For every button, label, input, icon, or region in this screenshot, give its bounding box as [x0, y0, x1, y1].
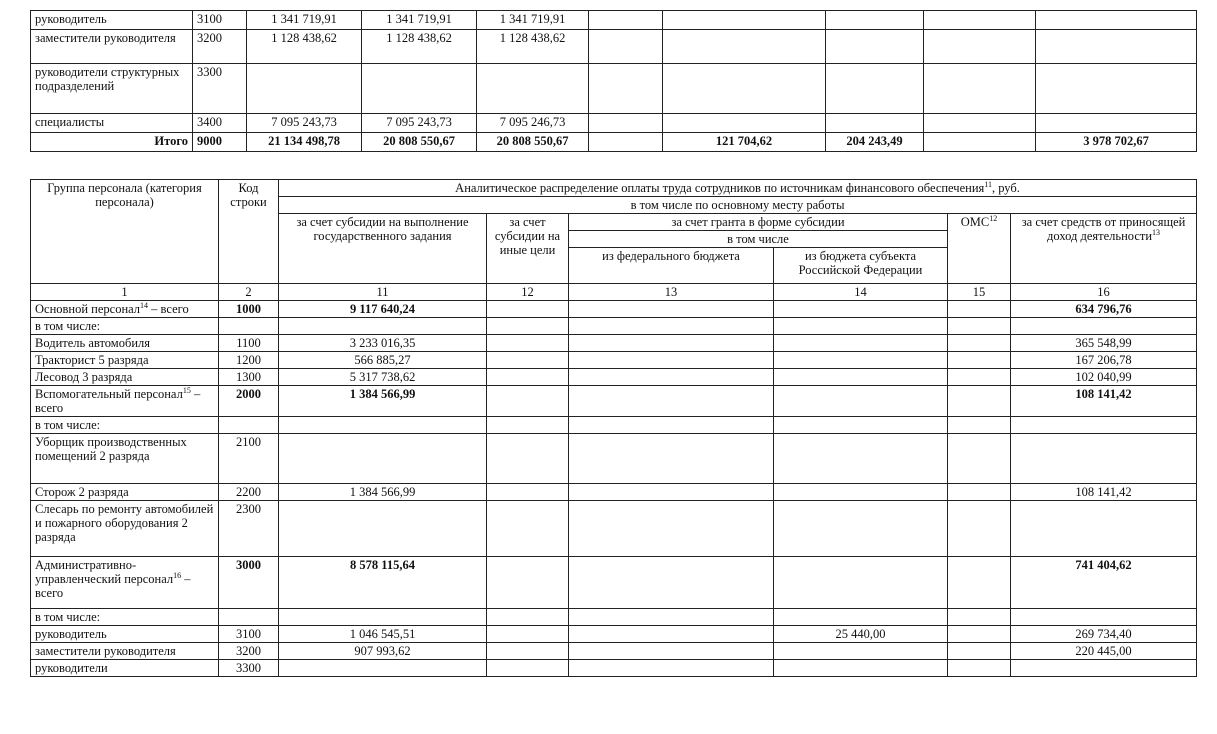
value-cell — [569, 417, 774, 434]
value-cell — [569, 434, 774, 484]
footnote-ref: 15 — [182, 385, 191, 395]
row-name-text: руководители — [35, 661, 108, 675]
value-cell: 7 095 246,73 — [477, 114, 589, 133]
row-code: 1300 — [219, 369, 279, 386]
table-row — [31, 386, 1197, 417]
value-cell — [924, 64, 1036, 114]
value-cell — [774, 318, 948, 335]
value-cell — [774, 484, 948, 501]
total-value: 20 808 550,67 — [362, 133, 477, 152]
value-cell — [477, 64, 589, 114]
value-cell — [569, 301, 774, 318]
value-cell — [774, 417, 948, 434]
value-cell — [948, 643, 1011, 660]
row-code: 2200 — [219, 484, 279, 501]
value-cell — [279, 660, 487, 677]
header-analytic-text: Аналитическое распределение оплаты труда сотрудников по источникам финансового обеспечения — [455, 181, 985, 195]
value-cell: 634 796,76 — [1011, 301, 1197, 318]
value-cell — [948, 660, 1011, 677]
value-cell — [774, 660, 948, 677]
value-cell: 1 341 719,91 — [362, 11, 477, 30]
value-cell — [487, 335, 569, 352]
value-cell: 102 040,99 — [1011, 369, 1197, 386]
value-cell: 108 141,42 — [1011, 484, 1197, 501]
value-cell: 108 141,42 — [1011, 386, 1197, 417]
total-value: 3 978 702,67 — [1036, 133, 1197, 152]
row-name — [31, 626, 219, 643]
row-code: 3300 — [219, 660, 279, 677]
header-main-place: в том числе по основному месту работы — [279, 197, 1197, 214]
value-cell — [279, 417, 487, 434]
value-cell — [569, 609, 774, 626]
row-code — [219, 318, 279, 335]
row-code: 2100 — [219, 434, 279, 484]
row-name-text: руководитель — [35, 627, 107, 641]
total-row — [31, 133, 1197, 152]
value-cell — [487, 386, 569, 417]
value-cell — [487, 557, 569, 609]
value-cell: 8 578 115,64 — [279, 557, 487, 609]
col-number: 11 — [279, 284, 487, 301]
row-code: 3200 — [193, 30, 247, 64]
value-cell — [569, 557, 774, 609]
value-cell — [279, 434, 487, 484]
header-col-13: из федерального бюджета — [569, 248, 774, 284]
value-cell — [1011, 501, 1197, 557]
value-cell: 1 384 566,99 — [279, 386, 487, 417]
row-name-text: Водитель автомобиля — [35, 336, 150, 350]
table-row — [31, 114, 1197, 133]
value-cell — [487, 501, 569, 557]
value-cell — [948, 335, 1011, 352]
top-continuation-table — [30, 10, 1197, 152]
table-row — [31, 301, 1197, 318]
value-cell — [487, 434, 569, 484]
value-cell — [487, 626, 569, 643]
header-analytic-unit: , руб. — [991, 181, 1020, 195]
table-row — [31, 369, 1197, 386]
value-cell: 3 233 016,35 — [279, 335, 487, 352]
col-number: 12 — [487, 284, 569, 301]
row-name — [31, 386, 219, 417]
row-name-text: в том числе: — [35, 610, 101, 624]
value-cell: 1 128 438,62 — [477, 30, 589, 64]
value-cell — [924, 114, 1036, 133]
value-cell — [948, 386, 1011, 417]
value-cell: 1 341 719,91 — [247, 11, 362, 30]
row-name-text: Сторож 2 разряда — [35, 485, 129, 499]
value-cell — [924, 11, 1036, 30]
value-cell — [487, 660, 569, 677]
table-row — [31, 11, 1197, 30]
value-cell: 5 317 738,62 — [279, 369, 487, 386]
value-cell — [1011, 318, 1197, 335]
value-cell — [487, 318, 569, 335]
row-name — [31, 557, 219, 609]
value-cell — [569, 501, 774, 557]
col-number: 15 — [948, 284, 1011, 301]
row-name-text: Административно-управленческий персонал — [35, 558, 174, 586]
value-cell — [826, 30, 924, 64]
top-table-body — [31, 11, 1197, 152]
value-cell — [663, 30, 826, 64]
value-cell — [487, 301, 569, 318]
table-row — [31, 318, 1197, 335]
row-name — [31, 335, 219, 352]
header-col-15-text: ОМС — [960, 215, 990, 229]
value-cell — [774, 643, 948, 660]
value-cell — [826, 11, 924, 30]
value-cell — [569, 626, 774, 643]
total-value: 121 704,62 — [663, 133, 826, 152]
value-cell — [279, 318, 487, 335]
value-cell — [663, 114, 826, 133]
row-name — [31, 318, 219, 335]
footnote-ref-11: 11 — [984, 179, 992, 189]
total-value: 20 808 550,67 — [477, 133, 589, 152]
table-row — [31, 609, 1197, 626]
value-cell — [948, 352, 1011, 369]
row-name — [31, 301, 219, 318]
total-value: 204 243,49 — [826, 133, 924, 152]
value-cell: 1 046 545,51 — [279, 626, 487, 643]
footnote-ref: 14 — [140, 300, 149, 310]
value-cell — [279, 609, 487, 626]
value-cell — [948, 301, 1011, 318]
row-code: 3100 — [219, 626, 279, 643]
value-cell — [774, 386, 948, 417]
row-name-text: Слесарь по ремонту автомобилей и пожарного оборудования 2 разряда — [35, 502, 214, 544]
col-number: 16 — [1011, 284, 1197, 301]
row-name-tail: – всего — [35, 572, 191, 600]
value-cell — [1011, 434, 1197, 484]
col-number: 2 — [219, 284, 279, 301]
row-name-tail: – всего — [148, 302, 189, 316]
row-code: 1000 — [219, 301, 279, 318]
header-group: Группа персонала (категория персонала) — [31, 180, 219, 284]
row-code: 3100 — [193, 11, 247, 30]
row-name — [31, 434, 219, 484]
header-col-14: из бюджета субъекта Российской Федерации — [774, 248, 948, 284]
table-row — [31, 501, 1197, 557]
value-cell: 269 734,40 — [1011, 626, 1197, 643]
value-cell: 7 095 243,73 — [247, 114, 362, 133]
header-grant: за счет гранта в форме субсидии — [569, 214, 948, 231]
value-cell — [663, 11, 826, 30]
header-grant-incl: в том числе — [569, 231, 948, 248]
col-number: 1 — [31, 284, 219, 301]
row-name-text: в том числе: — [35, 418, 101, 432]
total-code: 9000 — [193, 133, 247, 152]
table-row — [31, 434, 1197, 484]
col-number: 13 — [569, 284, 774, 301]
column-number-row — [31, 284, 1197, 301]
row-name: заместители руководителя — [31, 30, 193, 64]
value-cell: 1 128 438,62 — [247, 30, 362, 64]
value-cell: 1 341 719,91 — [477, 11, 589, 30]
table-row — [31, 352, 1197, 369]
total-label: Итого — [31, 133, 193, 152]
payroll-analytics-table — [30, 179, 1197, 677]
table-row — [31, 30, 1197, 64]
value-cell: 907 993,62 — [279, 643, 487, 660]
row-name: руководитель — [31, 11, 193, 30]
value-cell — [924, 30, 1036, 64]
main-table-body — [31, 301, 1197, 677]
value-cell: 220 445,00 — [1011, 643, 1197, 660]
value-cell: 25 440,00 — [774, 626, 948, 643]
footnote-ref: 16 — [173, 570, 182, 580]
value-cell: 566 885,27 — [279, 352, 487, 369]
value-cell — [589, 114, 663, 133]
value-cell — [279, 501, 487, 557]
row-name: специалисты — [31, 114, 193, 133]
table-row — [31, 660, 1197, 677]
value-cell — [774, 501, 948, 557]
value-cell — [569, 352, 774, 369]
value-cell — [1011, 417, 1197, 434]
value-cell — [826, 64, 924, 114]
value-cell — [487, 352, 569, 369]
value-cell — [1036, 114, 1197, 133]
table-row — [31, 417, 1197, 434]
value-cell — [589, 64, 663, 114]
row-name-tail: –всего — [35, 387, 201, 415]
value-cell — [487, 643, 569, 660]
footnote-ref-12: 12 — [989, 213, 998, 223]
header-analytic — [279, 180, 1197, 197]
header-col-11: за счет субсидии на выполнение государственного задания — [279, 214, 487, 284]
row-name-text: в том числе: — [35, 319, 101, 333]
value-cell — [362, 64, 477, 114]
table-row — [31, 484, 1197, 501]
table-row — [31, 626, 1197, 643]
value-cell — [487, 484, 569, 501]
row-code: 3200 — [219, 643, 279, 660]
row-name-text: Основной персонал — [35, 302, 141, 316]
row-code: 3400 — [193, 114, 247, 133]
table-row — [31, 643, 1197, 660]
table-row — [31, 335, 1197, 352]
row-code: 1100 — [219, 335, 279, 352]
total-value: 21 134 498,78 — [247, 133, 362, 152]
value-cell — [774, 434, 948, 484]
value-cell — [774, 335, 948, 352]
value-cell — [948, 557, 1011, 609]
value-cell — [487, 369, 569, 386]
total-value — [589, 133, 663, 152]
row-name-text: Тракторист 5 разряда — [35, 353, 149, 367]
row-name — [31, 417, 219, 434]
row-name — [31, 501, 219, 557]
row-name — [31, 352, 219, 369]
header-col-16-text: за счет средств от приносящей доход деятельности — [1021, 215, 1186, 243]
value-cell — [569, 643, 774, 660]
row-code — [219, 417, 279, 434]
row-code: 2000 — [219, 386, 279, 417]
value-cell — [1011, 609, 1197, 626]
value-cell: 9 117 640,24 — [279, 301, 487, 318]
value-cell — [1036, 64, 1197, 114]
value-cell — [948, 626, 1011, 643]
value-cell: 1 128 438,62 — [362, 30, 477, 64]
value-cell — [663, 64, 826, 114]
value-cell — [569, 386, 774, 417]
value-cell: 167 206,78 — [1011, 352, 1197, 369]
value-cell — [487, 417, 569, 434]
col-number: 14 — [774, 284, 948, 301]
row-name — [31, 484, 219, 501]
value-cell — [589, 11, 663, 30]
row-name-text: Уборщик производственных помещений 2 разряда — [35, 435, 187, 463]
row-name — [31, 643, 219, 660]
value-cell — [948, 609, 1011, 626]
row-name: руководители структурных подразделений — [31, 64, 193, 114]
value-cell — [774, 557, 948, 609]
value-cell: 741 404,62 — [1011, 557, 1197, 609]
value-cell — [569, 369, 774, 386]
value-cell — [569, 335, 774, 352]
value-cell — [1011, 660, 1197, 677]
value-cell — [774, 369, 948, 386]
table-row — [31, 64, 1197, 114]
value-cell: 365 548,99 — [1011, 335, 1197, 352]
value-cell: 1 384 566,99 — [279, 484, 487, 501]
value-cell — [247, 64, 362, 114]
row-name — [31, 369, 219, 386]
value-cell — [774, 301, 948, 318]
header-code: Код строки — [219, 180, 279, 284]
value-cell — [948, 318, 1011, 335]
row-code: 3300 — [193, 64, 247, 114]
value-cell — [487, 609, 569, 626]
row-code: 3000 — [219, 557, 279, 609]
value-cell — [569, 484, 774, 501]
value-cell — [1036, 30, 1197, 64]
total-value — [924, 133, 1036, 152]
value-cell — [948, 484, 1011, 501]
value-cell — [948, 417, 1011, 434]
row-code: 1200 — [219, 352, 279, 369]
value-cell — [948, 369, 1011, 386]
footnote-ref-13: 13 — [1152, 227, 1161, 237]
row-code — [219, 609, 279, 626]
value-cell — [774, 609, 948, 626]
header-col-15 — [948, 214, 1011, 284]
value-cell — [826, 114, 924, 133]
header-row-1 — [31, 180, 1197, 197]
header-col-16 — [1011, 214, 1197, 284]
row-name — [31, 609, 219, 626]
value-cell — [948, 501, 1011, 557]
value-cell — [774, 352, 948, 369]
value-cell — [948, 434, 1011, 484]
value-cell — [589, 30, 663, 64]
row-name-text: Лесовод 3 разряда — [35, 370, 133, 384]
table-row — [31, 557, 1197, 609]
row-name-text: заместители руководителя — [35, 644, 176, 658]
row-code: 2300 — [219, 501, 279, 557]
row-name — [31, 660, 219, 677]
header-col-12: за счет субсидии на иные цели — [487, 214, 569, 284]
value-cell: 7 095 243,73 — [362, 114, 477, 133]
row-name-text: Вспомогательный персонал — [35, 387, 183, 401]
value-cell — [569, 660, 774, 677]
value-cell — [569, 318, 774, 335]
value-cell — [1036, 11, 1197, 30]
